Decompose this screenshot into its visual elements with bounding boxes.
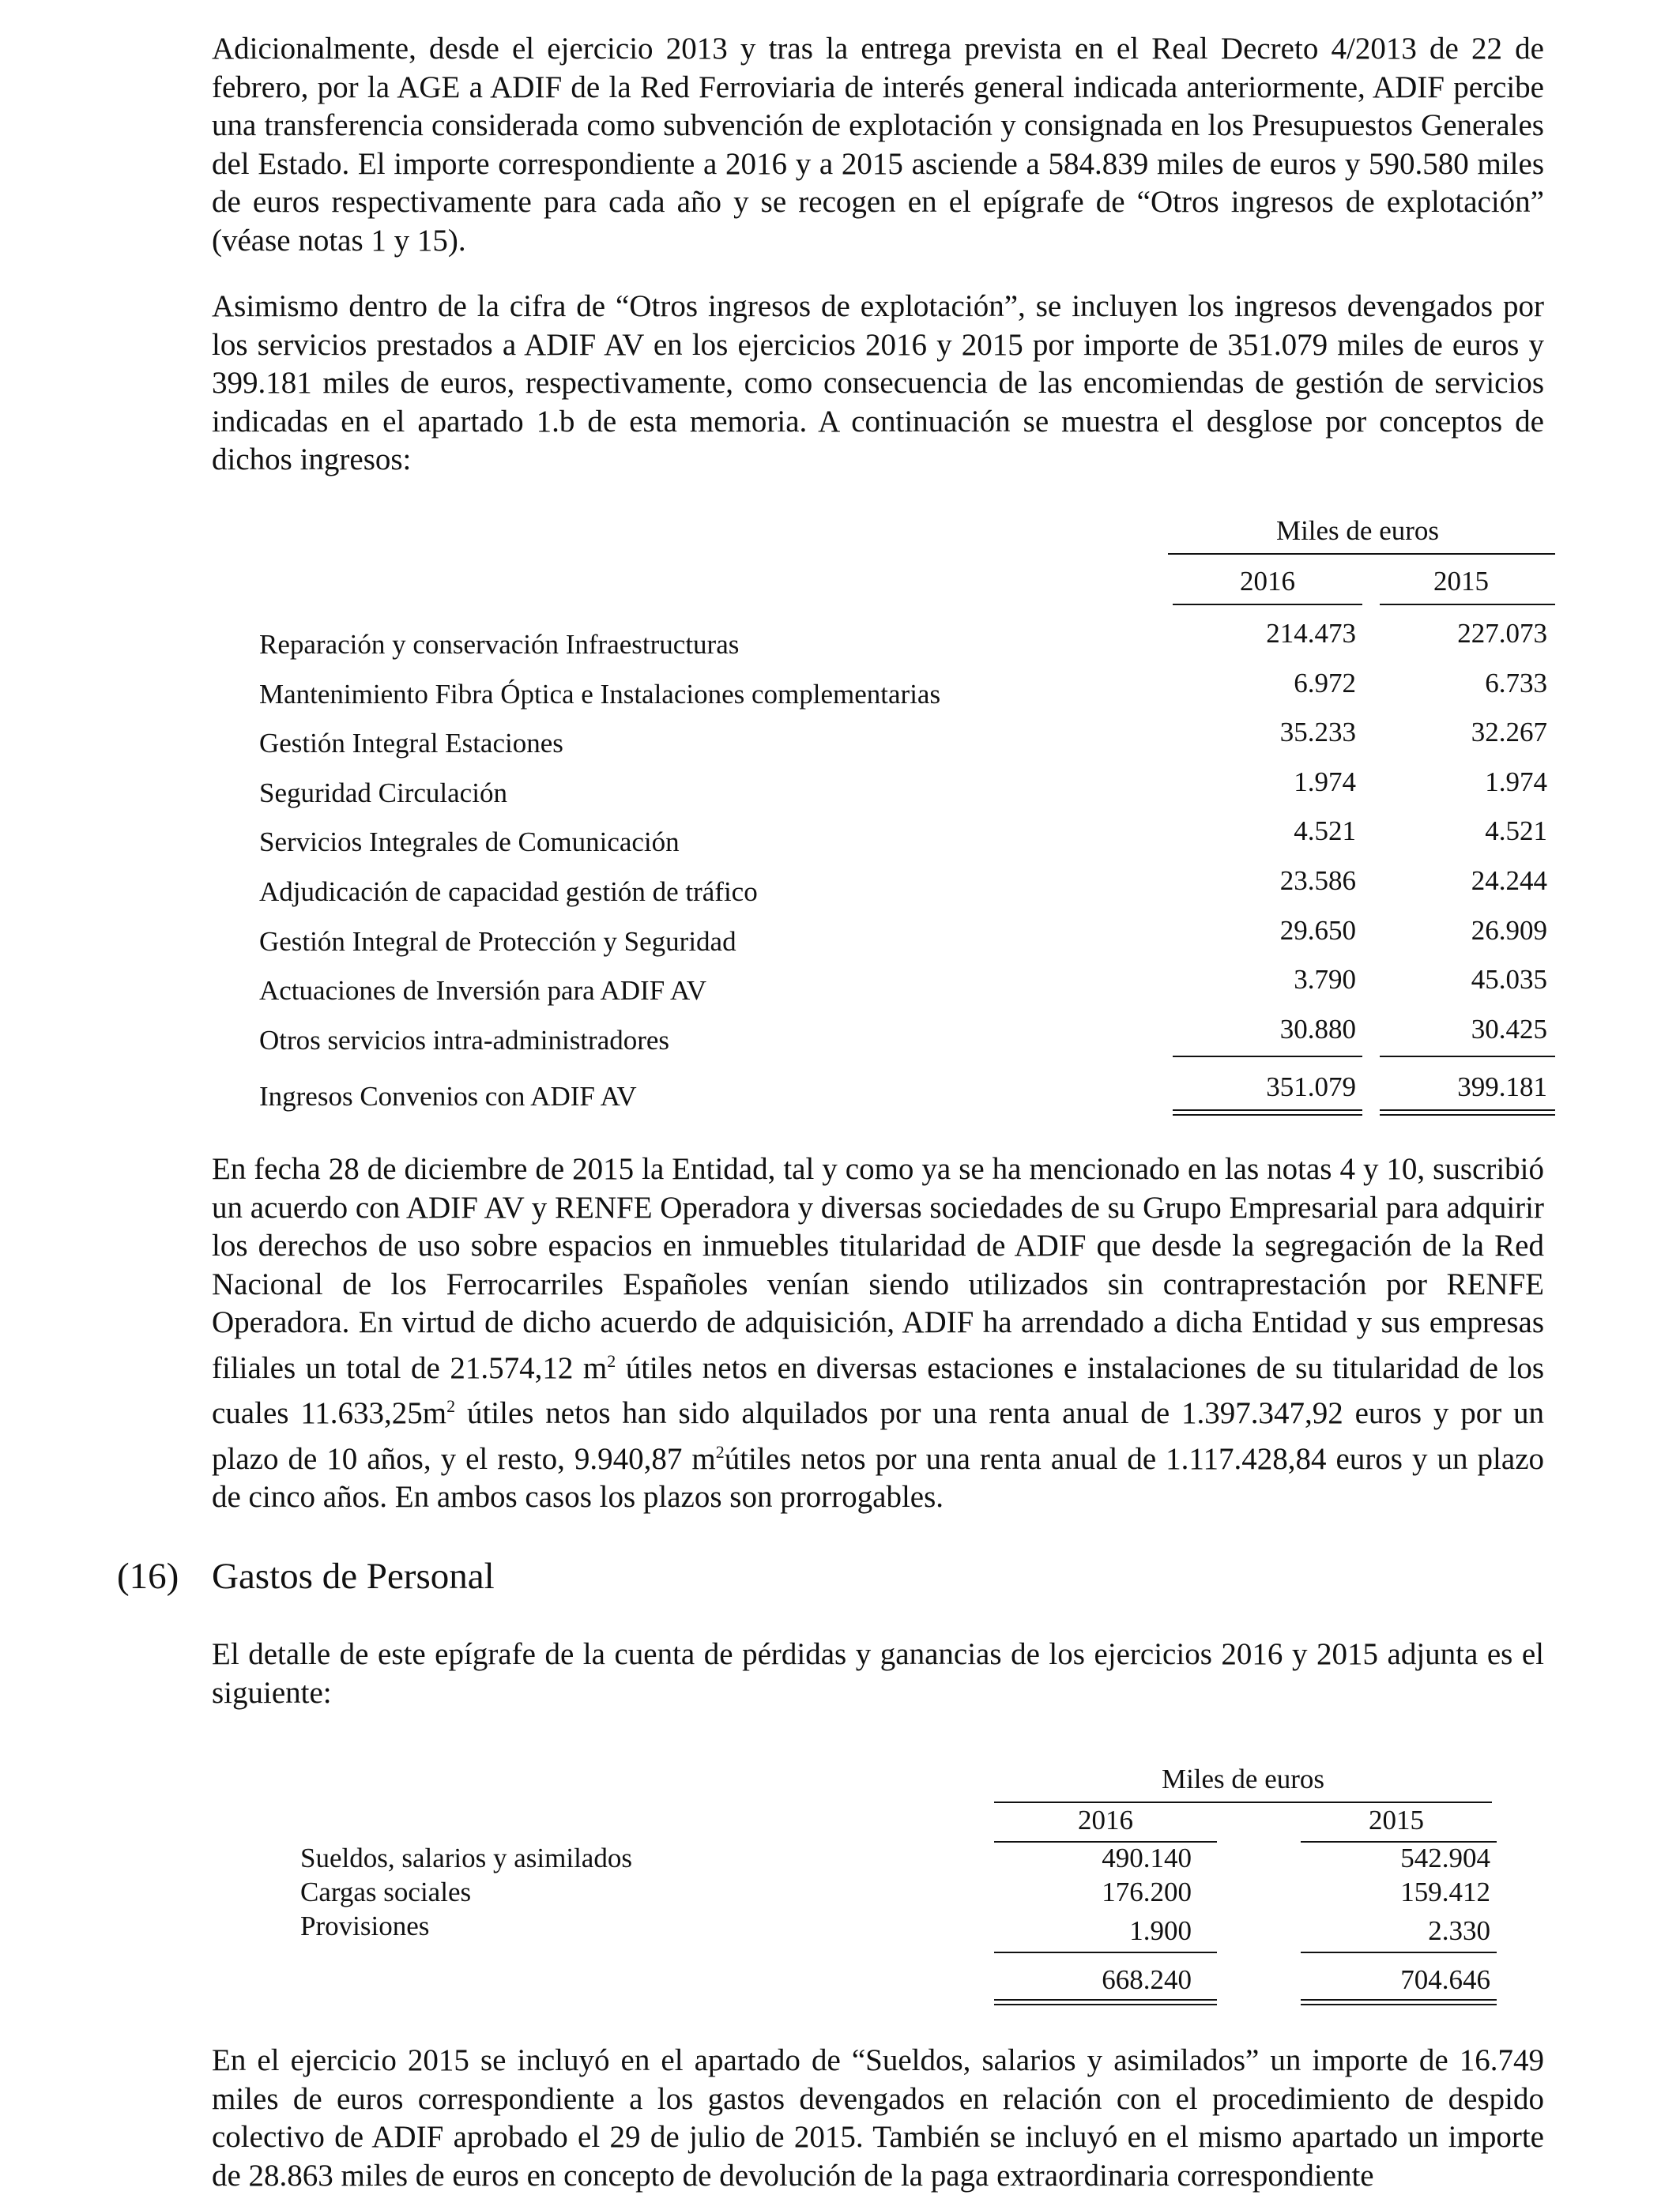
- table1-row-label: Adjudicación de capacidad gestión de tráfico: [259, 876, 758, 907]
- table1-row-2016: 1.974: [1294, 766, 1356, 797]
- table1-row-2016: 29.650: [1279, 914, 1356, 946]
- table2-row-2016: 176.200: [1102, 1877, 1192, 1907]
- table2-row-2015: 542.904: [1400, 1843, 1490, 1873]
- table1-row-2016: 3.790: [1294, 964, 1356, 996]
- table1-total-label: Ingresos Convenios con ADIF AV: [259, 1081, 637, 1112]
- table1-row-2015: 26.909: [1471, 914, 1547, 946]
- table1-unit-header: Miles de euros: [1275, 515, 1440, 546]
- table1-row-2015: 30.425: [1471, 1013, 1547, 1045]
- table1-row-2016: 214.473: [1266, 618, 1356, 649]
- paragraph-despido-colectivo: En el ejercicio 2015 se incluyó en el apartado de “Sueldos, salarios y asimilados” un importe de 16.749 miles de euros correspondiente a los gastos devengados en relación con el procedimiento de despido colectivo de ADIF aprobado el 29 de julio de 2015. También se incluyó en el mismo apartado un importe de 28.863 miles de euros en concepto de devolución de la paga extraordinaria correspondiente: [212, 2043, 1544, 2193]
- table1-row-label: Otros servicios intra-administradores: [259, 1024, 670, 1056]
- table1-row-2016: 35.233: [1279, 717, 1356, 748]
- table1-row-label: Actuaciones de Inversión para ADIF AV: [259, 975, 707, 1007]
- table1-year-2016: 2016: [1240, 566, 1295, 597]
- table2-year-2016: 2016: [1078, 1805, 1133, 1835]
- table1-row-2015: 32.267: [1471, 717, 1547, 748]
- table2-row-label: Sueldos, salarios y asimilados: [300, 1843, 632, 1873]
- table1-row-2015: 45.035: [1471, 964, 1547, 996]
- table2-total-2016: 668.240: [1102, 1964, 1192, 1995]
- table2-row-2016: 490.140: [1102, 1843, 1192, 1873]
- table1-row-label: Gestión Integral Estaciones: [259, 728, 563, 759]
- p3-part-a: En fecha 28 de diciembre de 2015 la Entidad, tal y como ya se ha mencionado en las notas 4 y 10, suscribió un acuerdo con ADIF AV y RENFE Operadora y diversas sociedades de su Grupo Empresarial para adquirir los derechos de uso sobre espacios en inmuebles titularidad de ADIF que desde la segregación de la Red Nacional de los Ferrocarriles Españoles venían siendo utilizados sin contraprestación por RENFE Operadora. En virtud de dicho acuerdo de adquisición, ADIF ha arrendado a dicha Entidad y sus empresas filiales un total de 21.574,12 m: [212, 1152, 1544, 1385]
- table1-row-2016: 23.586: [1279, 865, 1356, 896]
- table1-row-label: Mantenimiento Fibra Óptica e Instalaciones complementarias: [259, 678, 941, 710]
- table1-row-2016: 4.521: [1294, 815, 1356, 847]
- table1-row-label: Seguridad Circulación: [259, 777, 507, 808]
- table2-row-2015: 159.412: [1400, 1877, 1490, 1907]
- table2-unit-header: Miles de euros: [1161, 1764, 1325, 1794]
- table1-row-label: Servicios Integrales de Comunicación: [259, 826, 680, 858]
- table2-year-2015: 2015: [1369, 1805, 1424, 1835]
- p3-part-c: útiles netos han sido alquilados por una renta anual de 1.397.347,92 euros y por un plazo de 10 años, y el resto, 9.940,87 m: [212, 1396, 1544, 1476]
- paragraph-detalle-epigrafe: El detalle de este epígrafe de la cuenta de pérdidas y ganancias de los ejercicios 2016 y 2015 adjunta es el siguiente:: [212, 1637, 1544, 1710]
- table1-row-2015: 227.073: [1457, 618, 1547, 649]
- superscript-2: 2: [607, 1350, 616, 1371]
- section-number: (16): [117, 1556, 179, 1597]
- p3-part-d: útiles netos por una renta anual de 1.117.428,84 euros y un plazo de cinco años. En ambos casos los plazos son prorrogables.: [212, 1441, 1545, 1514]
- table2-row-2015: 2.330: [1428, 1915, 1490, 1946]
- table2-row-2016: 1.900: [1129, 1915, 1192, 1946]
- paragraph-subvencion: Adicionalmente, desde el ejercicio 2013 y tras la entrega prevista en el Real Decreto 4/2013 de 22 de febrero, por la AGE a ADIF de la Red Ferroviaria de interés general indicada anteriormente, ADIF percibe una transferencia considerada como subvención de explotación y consignada en los Presupuestos Generales del Estado. El importe correspondiente a 2016 y a 2015 asciende a 584.839 miles de euros y 590.580 miles de euros respectivamente para cada año y se recogen en el epígrafe de “Otros ingresos de explotación” (véase notas 1 y 15).: [212, 32, 1544, 258]
- table1-row-2015: 4.521: [1485, 815, 1547, 847]
- superscript-2: 2: [446, 1396, 456, 1416]
- section-title: Gastos de Personal: [212, 1556, 495, 1597]
- table1-row-2016: 6.972: [1294, 667, 1356, 698]
- table2-total-2015: 704.646: [1400, 1964, 1490, 1995]
- p3-part-b: útiles netos en diversas estaciones e instalaciones de su titularidad de los cuales 11.633,25m: [212, 1350, 1544, 1430]
- table1-row-2016: 30.880: [1279, 1013, 1356, 1045]
- table2-row-label: Provisiones: [300, 1911, 430, 1941]
- table1-total-2016: 351.079: [1266, 1071, 1356, 1102]
- table1-row-label: Reparación y conservación Infraestructuras: [259, 629, 740, 660]
- table1-year-2015: 2015: [1433, 566, 1489, 597]
- table1-total-2015: 399.181: [1457, 1071, 1547, 1102]
- superscript-2: 2: [715, 1441, 725, 1462]
- paragraph-ingresos-adif-av: Asimismo dentro de la cifra de “Otros ingresos de explotación”, se incluyen los ingresos devengados por los servicios prestados a ADIF AV en los ejercicios 2016 y 2015 por importe de 351.079 miles de euros y 399.181 miles de euros, respectivamente, como consecuencia de las encomiendas de gestión de servicios indicadas en el apartado 1.b de esta memoria. A continuación se muestra el desglose por conceptos de dichos ingresos:: [212, 289, 1544, 476]
- table1-row-label: Gestión Integral de Protección y Seguridad: [259, 925, 736, 957]
- table1-row-2015: 1.974: [1485, 766, 1547, 797]
- table1-row-2015: 24.244: [1471, 865, 1547, 896]
- table2-row-label: Cargas sociales: [300, 1877, 472, 1907]
- table1-row-2015: 6.733: [1485, 667, 1547, 698]
